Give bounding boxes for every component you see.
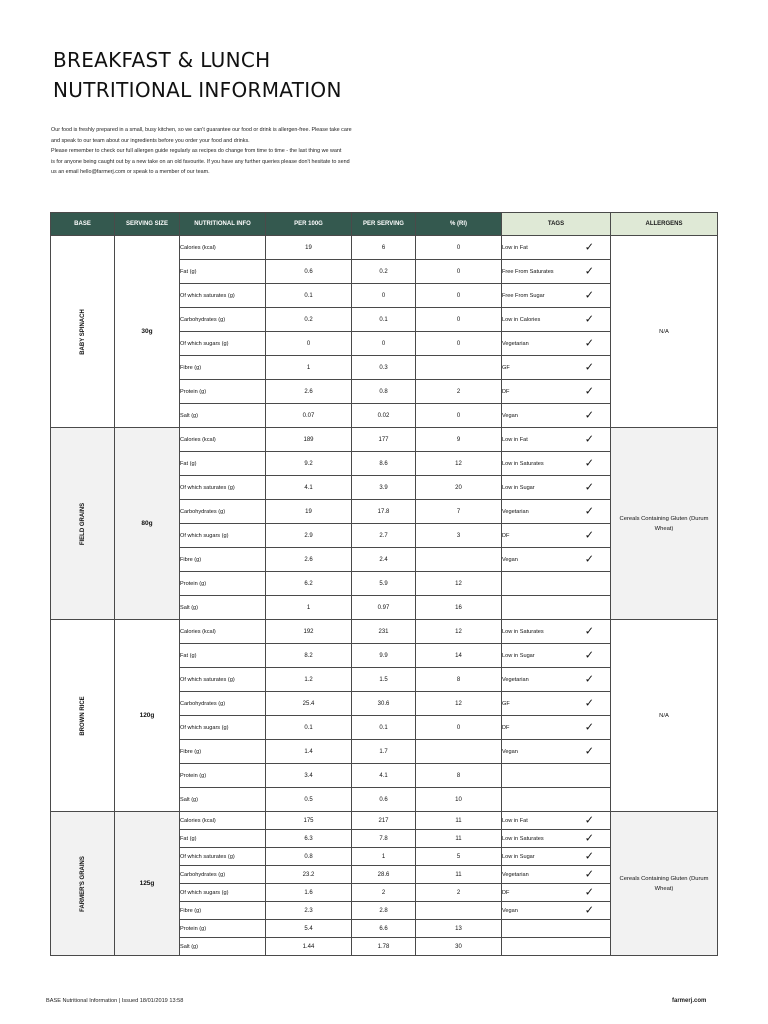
- per-serving-value: 0.1: [352, 716, 416, 740]
- per-100g-value: 1: [266, 596, 352, 620]
- checkmark-icon: ✓: [584, 457, 594, 469]
- nutrient-label: Carbohydrates (g): [180, 866, 266, 884]
- per-serving-value: 0.8: [352, 380, 416, 404]
- intro-text: [51, 125, 421, 178]
- checkmark-icon: ✓: [584, 433, 594, 445]
- tag-label: Low in Sugar: [502, 652, 535, 659]
- ri-value: 12: [416, 692, 502, 716]
- table-row: [51, 812, 718, 830]
- tag-cell: [502, 920, 611, 938]
- per-serving-value: 0.3: [352, 356, 416, 380]
- header-base: BASE: [51, 213, 115, 236]
- per-100g-value: 0.8: [266, 848, 352, 866]
- per-serving-value: 2: [352, 884, 416, 902]
- ri-value: 5: [416, 848, 502, 866]
- intro-line: Please remember to check our full allergen guide regularly as recipes do change from time to time - the last thing we want: [51, 148, 342, 154]
- tag-cell: [502, 812, 611, 830]
- tag-label: Low in Fat: [502, 436, 528, 443]
- per-100g-value: 0: [266, 332, 352, 356]
- per-100g-value: 0.1: [266, 284, 352, 308]
- nutrient-label: Fat (g): [180, 260, 266, 284]
- tag-cell: [502, 428, 611, 452]
- per-serving-value: 8.6: [352, 452, 416, 476]
- nutrient-label: Calories (kcal): [180, 620, 266, 644]
- per-100g-value: 175: [266, 812, 352, 830]
- per-100g-value: 4.1: [266, 476, 352, 500]
- per-100g-value: 9.2: [266, 452, 352, 476]
- checkmark-icon: ✓: [584, 886, 594, 898]
- table-header-row: [51, 213, 718, 236]
- tag-label: Vegetarian: [502, 508, 529, 515]
- ri-value: 11: [416, 812, 502, 830]
- tag-cell: [502, 548, 611, 572]
- per-100g-value: 0.07: [266, 404, 352, 428]
- base-name-cell: [51, 428, 115, 620]
- ri-value: 9: [416, 428, 502, 452]
- per-100g-value: 6.2: [266, 572, 352, 596]
- per-serving-value: 0.02: [352, 404, 416, 428]
- nutrient-label: Carbohydrates (g): [180, 692, 266, 716]
- tag-cell: [502, 884, 611, 902]
- ri-value: 20: [416, 476, 502, 500]
- nutrient-label: Of which sugars (g): [180, 524, 266, 548]
- tag-cell: [502, 668, 611, 692]
- tag-label: Low in Fat: [502, 244, 528, 251]
- tag-label: Vegetarian: [502, 340, 529, 347]
- base-name: FIELD GRAINS: [79, 502, 86, 545]
- nutrient-label: Of which sugars (g): [180, 716, 266, 740]
- tag-cell: [502, 848, 611, 866]
- nutrient-label: Of which saturates (g): [180, 284, 266, 308]
- per-serving-value: 2.7: [352, 524, 416, 548]
- header-tags: TAGS: [502, 213, 611, 236]
- title-line-1: BREAKFAST & LUNCH: [53, 48, 271, 72]
- checkmark-icon: ✓: [584, 553, 594, 565]
- tag-label: Free From Sugar: [502, 292, 545, 299]
- intro-line: and speak to our team about our ingredients before you order your food and drinks.: [51, 137, 250, 144]
- nutrient-label: Calories (kcal): [180, 812, 266, 830]
- nutrient-label: Protein (g): [180, 572, 266, 596]
- tag-cell: [502, 524, 611, 548]
- ri-value: 12: [416, 452, 502, 476]
- per-100g-value: 1.44: [266, 938, 352, 956]
- nutrient-label: Carbohydrates (g): [180, 308, 266, 332]
- ri-value: 11: [416, 866, 502, 884]
- table-row: [51, 620, 718, 644]
- per-100g-value: 2.9: [266, 524, 352, 548]
- tag-cell: [502, 356, 611, 380]
- per-serving-value: 0: [352, 332, 416, 356]
- footer-website: farmerj.com: [672, 998, 707, 1004]
- checkmark-icon: ✓: [584, 265, 594, 277]
- checkmark-icon: ✓: [584, 241, 594, 253]
- per-100g-value: 3.4: [266, 764, 352, 788]
- per-serving-value: 1: [352, 848, 416, 866]
- per-serving-value: 6: [352, 236, 416, 260]
- per-serving-value: 28.6: [352, 866, 416, 884]
- nutrient-label: Fat (g): [180, 830, 266, 848]
- base-name-cell: [51, 812, 115, 956]
- ri-value: 8: [416, 668, 502, 692]
- header-serving-size: SERVING SIZE: [115, 213, 180, 236]
- per-100g-value: 19: [266, 500, 352, 524]
- per-100g-value: 6.3: [266, 830, 352, 848]
- tag-label: Low in Saturates: [502, 835, 544, 842]
- tag-cell: [502, 902, 611, 920]
- checkmark-icon: ✓: [584, 361, 594, 373]
- ri-value: [416, 740, 502, 764]
- tag-label: DF: [502, 889, 510, 896]
- checkmark-icon: ✓: [584, 313, 594, 325]
- tag-cell: [502, 572, 611, 596]
- ri-value: 7: [416, 500, 502, 524]
- tag-label: Low in Sugar: [502, 853, 535, 860]
- ri-value: 0: [416, 260, 502, 284]
- per-serving-value: 6.6: [352, 920, 416, 938]
- per-serving-value: 5.9: [352, 572, 416, 596]
- tag-label: Vegan: [502, 556, 518, 563]
- ri-value: 13: [416, 920, 502, 938]
- tag-label: Vegan: [502, 412, 518, 419]
- table-row: [51, 236, 718, 260]
- base-name-cell: [51, 236, 115, 428]
- nutrition-table: [50, 212, 718, 956]
- ri-value: 3: [416, 524, 502, 548]
- per-serving-value: 0.6: [352, 788, 416, 812]
- table-row: [51, 428, 718, 452]
- tag-cell: [502, 866, 611, 884]
- tag-label: Free From Saturates: [502, 268, 554, 275]
- checkmark-icon: ✓: [584, 814, 594, 826]
- tag-label: Low in Fat: [502, 817, 528, 824]
- per-100g-value: 1.2: [266, 668, 352, 692]
- ri-value: 0: [416, 308, 502, 332]
- tag-cell: [502, 380, 611, 404]
- checkmark-icon: ✓: [584, 409, 594, 421]
- tag-cell: [502, 764, 611, 788]
- checkmark-icon: ✓: [584, 868, 594, 880]
- tag-label: GF: [502, 364, 510, 371]
- base-name-cell: [51, 620, 115, 812]
- serving-size: 120g: [115, 620, 180, 812]
- per-100g-value: 25.4: [266, 692, 352, 716]
- ri-value: 8: [416, 764, 502, 788]
- allergens-cell: N/A: [611, 620, 718, 812]
- nutrient-label: Fat (g): [180, 644, 266, 668]
- ri-value: [416, 356, 502, 380]
- ri-value: 0: [416, 404, 502, 428]
- ri-value: 0: [416, 716, 502, 740]
- per-serving-value: 1.78: [352, 938, 416, 956]
- checkmark-icon: ✓: [584, 529, 594, 541]
- base-name: BROWN RICE: [79, 695, 86, 736]
- per-100g-value: 189: [266, 428, 352, 452]
- nutrient-label: Calories (kcal): [180, 236, 266, 260]
- per-serving-value: 1.5: [352, 668, 416, 692]
- tag-cell: [502, 284, 611, 308]
- tag-label: Vegan: [502, 748, 518, 755]
- per-100g-value: 0.6: [266, 260, 352, 284]
- nutrient-label: Protein (g): [180, 380, 266, 404]
- ri-value: 0: [416, 284, 502, 308]
- tag-cell: [502, 830, 611, 848]
- base-name: BABY SPINACH: [79, 308, 86, 355]
- tag-cell: [502, 500, 611, 524]
- intro-line: is for anyone being caught out by a new take on an old favourite. If you have any further queries please don't hesitate to send: [51, 158, 350, 165]
- header-per-serving: PER SERVING: [352, 213, 416, 236]
- tag-cell: [502, 692, 611, 716]
- per-serving-value: 30.6: [352, 692, 416, 716]
- header-nutritional-info: NUTRITIONAL INFO: [180, 213, 266, 236]
- nutrient-label: Salt (g): [180, 404, 266, 428]
- tag-cell: [502, 716, 611, 740]
- nutrient-label: Of which sugars (g): [180, 332, 266, 356]
- allergens-cell: N/A: [611, 236, 718, 428]
- nutrient-label: Carbohydrates (g): [180, 500, 266, 524]
- per-serving-value: 2.8: [352, 902, 416, 920]
- title-line-2: NUTRITIONAL INFORMATION: [53, 78, 342, 102]
- per-100g-value: 1.4: [266, 740, 352, 764]
- tag-cell: [502, 260, 611, 284]
- checkmark-icon: ✓: [584, 904, 594, 916]
- per-100g-value: 2.3: [266, 902, 352, 920]
- checkmark-icon: ✓: [584, 673, 594, 685]
- per-100g-value: 23.2: [266, 866, 352, 884]
- per-100g-value: 8.2: [266, 644, 352, 668]
- checkmark-icon: ✓: [584, 850, 594, 862]
- serving-size: 125g: [115, 812, 180, 956]
- per-100g-value: 19: [266, 236, 352, 260]
- ri-value: 2: [416, 380, 502, 404]
- per-100g-value: 2.6: [266, 548, 352, 572]
- tag-cell: [502, 236, 611, 260]
- checkmark-icon: ✓: [584, 337, 594, 349]
- header-per-100g: PER 100G: [266, 213, 352, 236]
- tag-cell: [502, 596, 611, 620]
- per-100g-value: 192: [266, 620, 352, 644]
- allergens-cell: Cereals Containing Gluten (Durum Wheat): [611, 812, 718, 956]
- nutrient-label: Of which saturates (g): [180, 476, 266, 500]
- serving-size: 80g: [115, 428, 180, 620]
- ri-value: 10: [416, 788, 502, 812]
- per-100g-value: 0.5: [266, 788, 352, 812]
- tag-label: Low in Saturates: [502, 460, 544, 467]
- per-serving-value: 0.97: [352, 596, 416, 620]
- nutrient-label: Salt (g): [180, 788, 266, 812]
- per-serving-value: 4.1: [352, 764, 416, 788]
- checkmark-icon: ✓: [584, 481, 594, 493]
- tag-label: Low in Calories: [502, 316, 541, 323]
- allergens-cell: Cereals Containing Gluten (Durum Wheat): [611, 428, 718, 620]
- per-100g-value: 0.1: [266, 716, 352, 740]
- per-100g-value: 5.4: [266, 920, 352, 938]
- checkmark-icon: ✓: [584, 721, 594, 733]
- checkmark-icon: ✓: [584, 505, 594, 517]
- tag-label: DF: [502, 388, 510, 395]
- checkmark-icon: ✓: [584, 289, 594, 301]
- ri-value: 14: [416, 644, 502, 668]
- checkmark-icon: ✓: [584, 649, 594, 661]
- per-100g-value: 2.6: [266, 380, 352, 404]
- header-allergens: ALLERGENS: [611, 213, 718, 236]
- table-body: [51, 236, 718, 956]
- per-serving-value: 2.4: [352, 548, 416, 572]
- base-name: FARMER'S GRAINS: [79, 855, 86, 912]
- ri-value: 30: [416, 938, 502, 956]
- ri-value: 16: [416, 596, 502, 620]
- checkmark-icon: ✓: [584, 385, 594, 397]
- header-ri: % (RI): [416, 213, 502, 236]
- nutrient-label: Fibre (g): [180, 548, 266, 572]
- per-serving-value: 3.9: [352, 476, 416, 500]
- nutrient-label: Fat (g): [180, 452, 266, 476]
- tag-label: Vegetarian: [502, 871, 529, 878]
- tag-cell: [502, 620, 611, 644]
- nutrient-label: Calories (kcal): [180, 428, 266, 452]
- nutrient-label: Of which saturates (g): [180, 848, 266, 866]
- nutrient-label: Fibre (g): [180, 902, 266, 920]
- tag-cell: [502, 788, 611, 812]
- checkmark-icon: ✓: [584, 697, 594, 709]
- checkmark-icon: ✓: [584, 625, 594, 637]
- tag-label: DF: [502, 532, 510, 539]
- nutrient-label: Of which saturates (g): [180, 668, 266, 692]
- per-serving-value: 17.8: [352, 500, 416, 524]
- nutrient-label: Salt (g): [180, 596, 266, 620]
- tag-label: GF: [502, 700, 510, 707]
- tag-cell: [502, 644, 611, 668]
- tag-label: Low in Sugar: [502, 484, 535, 491]
- tag-cell: [502, 332, 611, 356]
- nutrient-label: Fibre (g): [180, 740, 266, 764]
- tag-label: Low in Saturates: [502, 628, 544, 635]
- per-serving-value: 231: [352, 620, 416, 644]
- ri-value: [416, 902, 502, 920]
- nutrient-label: Salt (g): [180, 938, 266, 956]
- intro-line: us an email hello@farmerj.com or speak to a member of our team.: [51, 169, 210, 175]
- ri-value: 12: [416, 620, 502, 644]
- ri-value: 0: [416, 236, 502, 260]
- per-serving-value: 9.9: [352, 644, 416, 668]
- checkmark-icon: ✓: [584, 832, 594, 844]
- per-serving-value: 0.2: [352, 260, 416, 284]
- ri-value: [416, 548, 502, 572]
- tag-cell: [502, 404, 611, 428]
- ri-value: 12: [416, 572, 502, 596]
- per-100g-value: 0.2: [266, 308, 352, 332]
- nutrient-label: Fibre (g): [180, 356, 266, 380]
- ri-value: 0: [416, 332, 502, 356]
- per-serving-value: 0: [352, 284, 416, 308]
- tag-label: DF: [502, 724, 510, 731]
- footer-issue-info: BASE Nutritional Information | Issued 18/01/2019 13:58: [46, 998, 184, 1004]
- tag-cell: [502, 308, 611, 332]
- tag-cell: [502, 452, 611, 476]
- tag-cell: [502, 938, 611, 956]
- per-100g-value: 1.6: [266, 884, 352, 902]
- per-100g-value: 1: [266, 356, 352, 380]
- nutrient-label: Protein (g): [180, 764, 266, 788]
- ri-value: 2: [416, 884, 502, 902]
- intro-line: Our food is freshly prepared in a small, busy kitchen, so we can't guarantee our food or drink is allergen-free. Please take care: [51, 127, 352, 133]
- checkmark-icon: ✓: [584, 745, 594, 757]
- per-serving-value: 177: [352, 428, 416, 452]
- per-serving-value: 1.7: [352, 740, 416, 764]
- per-serving-value: 0.1: [352, 308, 416, 332]
- per-serving-value: 217: [352, 812, 416, 830]
- ri-value: 11: [416, 830, 502, 848]
- tag-label: Vegan: [502, 907, 518, 914]
- page-title: [53, 45, 342, 105]
- tag-cell: [502, 476, 611, 500]
- nutrient-label: Of which sugars (g): [180, 884, 266, 902]
- per-serving-value: 7.8: [352, 830, 416, 848]
- tag-label: Vegetarian: [502, 676, 529, 683]
- serving-size: 30g: [115, 236, 180, 428]
- tag-cell: [502, 740, 611, 764]
- nutrient-label: Protein (g): [180, 920, 266, 938]
